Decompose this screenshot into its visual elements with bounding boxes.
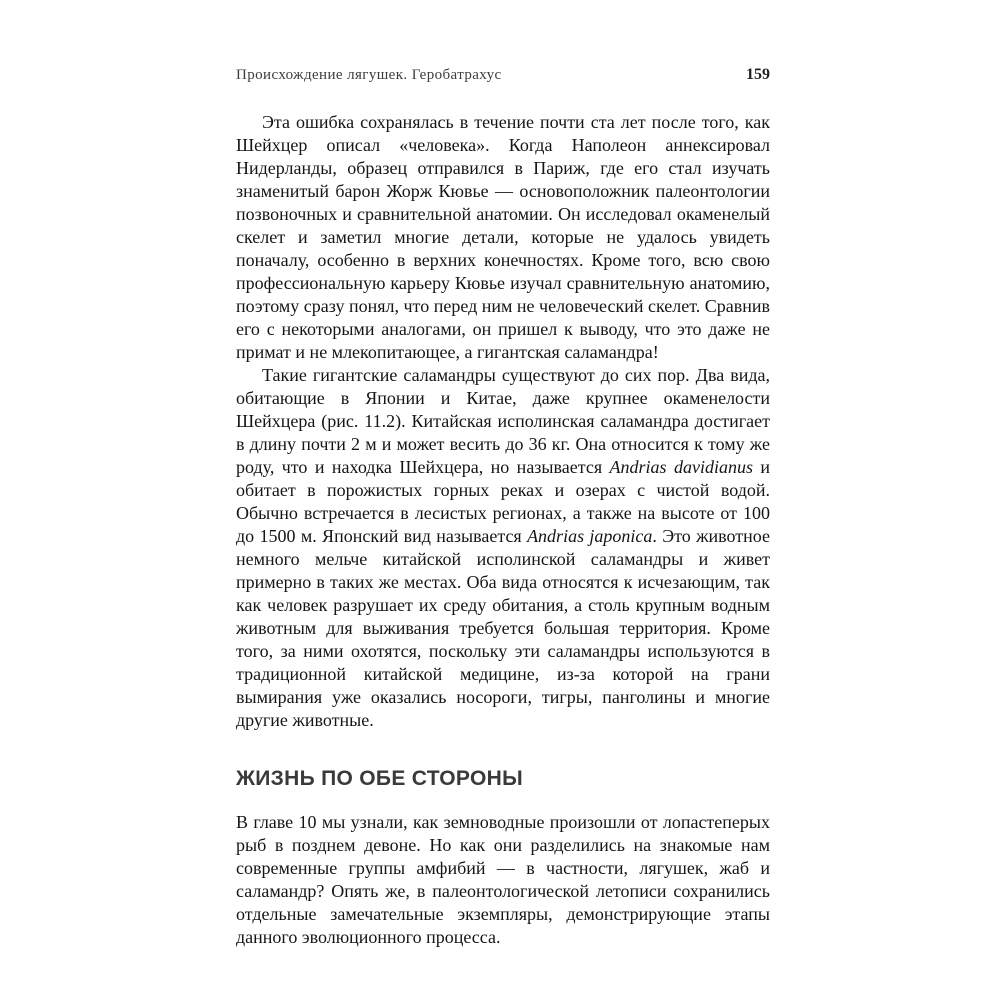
paragraph (236, 111, 770, 364)
page-number: 159 (746, 66, 770, 83)
text-run: Такие гигантские саламандры существуют до сих пор. Два вида, обитающие в Японии и Китае, даже крупнее окаменелости Шейхцера (рис. 11.2). Китайская исполинская саламандра достигает в длину почти 2 м и может весить до 36 кг. Она относится к тому же роду, что и находка Шейхцера, но называется (236, 365, 770, 477)
species-name: Andrias japonica (527, 526, 653, 546)
species-name: Andrias davidianus (609, 457, 753, 477)
paragraph (236, 811, 770, 949)
section-heading: ЖИЗНЬ ПО ОБЕ СТОРОНЫ (236, 767, 523, 790)
text-run: . Это животное немного мельче китайской исполинской саламандры и живет примерно в таких же местах. Оба вида относятся к исчезающим, так как человек разрушает их среду обитания, а столь крупным водным животным для выживания требуется большая территория. Кроме того, за ними охотятся, поскольку эти саламандры используются в традиционной китайской медицине, из-за которой на грани вымирания уже оказались носороги, тигры, панголины и многие другие животные. (236, 526, 771, 730)
text-column (236, 66, 770, 949)
page-header (236, 66, 770, 84)
page-body (236, 111, 770, 949)
running-title: Происхождение лягушек. Геробатрахус (236, 67, 502, 83)
text-run: В главе 10 мы узнали, как земноводные произошли от лопастеперых рыб в позднем девоне. Но как они разделились на знакомые нам современные группы амфибий — в частности, лягушек, жаб и саламандр? Опять же, в палеонтологической летописи сохранились отдельные замечательные экземпляры, демонстрирующие этапы данного эволюционного процесса. (236, 812, 770, 947)
text-run: Эта ошибка сохранялась в течение почти ста лет после того, как Шейхцер описал «человека». Когда Наполеон аннексировал Нидерланды, образец отправился в Париж, где его стал изучать знаменитый барон Жорж Кювье — основоположник палеонтологии позвоночных и сравнительной анатомии. Он исследовал окаменелый скелет и заметил многие детали, которые не удалось увидеть поначалу, особенно в верхних конечностях. Кроме того, всю свою профессиональную карьеру Кювье изучал сравнительную анатомию, поэтому сразу понял, что перед ним не человеческий скелет. Сравнив его с некоторыми аналогами, он пришел к выводу, что это даже не примат и не млекопитающее, а гигантская саламандра! (236, 112, 770, 362)
paragraph (236, 364, 770, 732)
text-run: и обитает в порожистых горных реках и озерах с чистой водой. Обычно встречается в лесистых регионах, а также на высоте от 100 до 1500 м. Японский вид называется (236, 457, 770, 546)
